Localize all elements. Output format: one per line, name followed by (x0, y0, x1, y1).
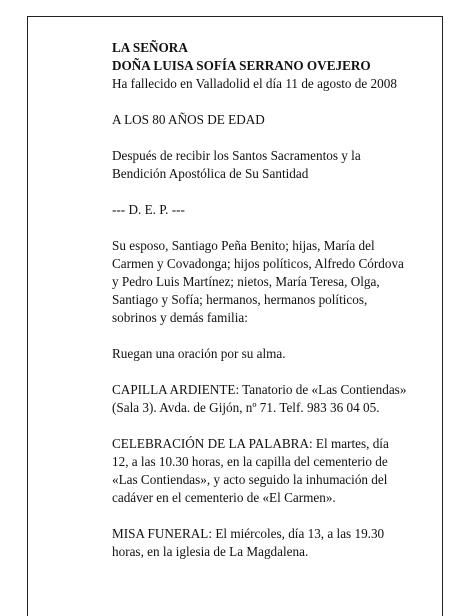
sacraments-line-1: Después de recibir los Santos Sacramentos y la (112, 148, 361, 163)
celebration-line: «Las Contiendas», y acto seguido la inhumación del (112, 472, 388, 487)
chapel-line: CAPILLA ARDIENTE: Tanatorio de «Las Contiendas» (112, 382, 407, 397)
family-line: Santiago y Sofía; hermanos, hermanos políticos, (112, 292, 368, 307)
deceased-title: LA SEÑORA (112, 40, 188, 55)
age-line: A LOS 80 AÑOS DE EDAD (112, 112, 265, 127)
mass-line: MISA FUNERAL: El miércoles, día 13, a las 19.30 (112, 526, 385, 541)
obituary-notice (112, 39, 432, 561)
prayer-line: Ruegan una oración por su alma. (112, 346, 286, 361)
deceased-name: DOÑA LUISA SOFÍA SERRANO OVEJERO (112, 58, 371, 73)
family-line: sobrinos y demás familia: (112, 310, 248, 325)
celebration-line: 12, a las 10.30 horas, en la capilla del cementerio de (112, 454, 388, 469)
family-line: y Pedro Luis Martínez; nietos, María Teresa, Olga, (112, 274, 380, 289)
death-date-line: Ha fallecido en Valladolid el día 11 de agosto de 2008 (112, 76, 397, 91)
family-line: Su esposo, Santiago Peña Benito; hijas, María del (112, 238, 375, 253)
family-line: Carmen y Covadonga; hijos políticos, Alfredo Córdova (112, 256, 404, 271)
celebration-line: cadáver en el cementerio de «El Carmen». (112, 490, 336, 505)
chapel-line: (Sala 3). Avda. de Gijón, nº 71. Telf. 983 36 04 05. (112, 400, 380, 415)
celebration-line: CELEBRACIÓN DE LA PALABRA: El martes, día (112, 436, 389, 451)
sacraments-line-2: Bendición Apostólica de Su Santidad (112, 166, 309, 181)
rip-line: --- D. E. P. --- (112, 202, 185, 217)
mass-line: horas, en la iglesia de La Magdalena. (112, 544, 309, 559)
